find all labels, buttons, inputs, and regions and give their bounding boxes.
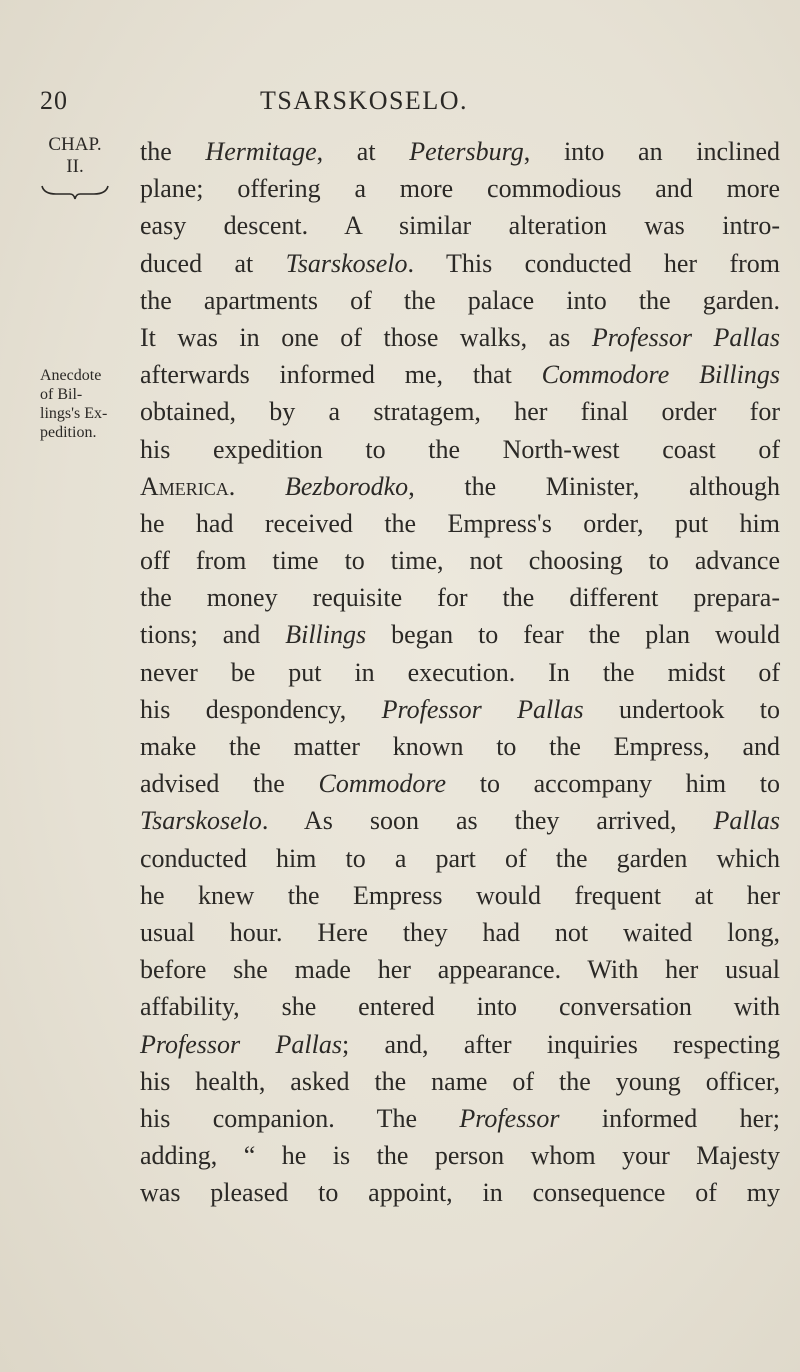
curly-brace-icon [40, 184, 110, 200]
text-line: conducted him to a part of the garden which [140, 843, 780, 873]
text-line: affability, she entered into conversation with [140, 992, 780, 1022]
sidenote-line: pedition. [40, 424, 97, 441]
sidenote-line: lings's Ex- [40, 405, 108, 422]
text-line: he knew the Empress would frequent at her [140, 880, 780, 910]
text-line: plane; offering a more commodious and more [140, 174, 780, 204]
chapter-marker [40, 134, 110, 200]
sidenote-line: Anecdote [40, 367, 102, 384]
text-line: advised the Commodore to accompany him to [140, 769, 780, 799]
text-line: America. Bezborodko, the Minister, although [140, 471, 780, 501]
text-line: the apartments of the palace into the garden. [140, 285, 780, 315]
marginal-sidenote [40, 366, 122, 442]
chapter-label: CHAP. [48, 134, 102, 155]
text-line: his expedition to the North-west coast of [140, 434, 780, 464]
text-line: the money requisite for the different prepara- [140, 583, 780, 613]
text-line: duced at Tsarskoselo. This conducted her from [140, 248, 781, 278]
body-text [140, 133, 780, 1211]
text-line: It was in one of those walks, as Professor Pallas [140, 322, 780, 352]
text-line: was pleased to appoint, in consequence of my [140, 1178, 780, 1208]
text-line: off from time to time, not choosing to advance [140, 546, 780, 576]
text-line: make the matter known to the Empress, and [140, 732, 780, 761]
chapter-number: II. [66, 156, 84, 177]
running-head: TSARSKOSELO. [260, 86, 468, 115]
text-line: obtained, by a stratagem, her final order for [140, 397, 780, 427]
text-line: he had received the Empress's order, put him [140, 508, 780, 538]
text-line: his health, asked the name of the young officer, [140, 1066, 780, 1096]
text-line: easy descent. A similar alteration was intro- [140, 211, 780, 241]
page-number: 20 [40, 86, 68, 115]
text-line: never be put in execution. In the midst of [140, 657, 780, 687]
text-line: the Hermitage, at Petersburg, into an inclined [140, 137, 780, 166]
sidenote-line: of Bil- [40, 386, 83, 403]
text-line: tions; and Billings began to fear the plan would [140, 620, 780, 650]
text-line: Professor Pallas; and, after inquiries respecting [140, 1029, 780, 1059]
text-line: his despondency, Professor Pallas undertook to [140, 694, 780, 724]
text-line: before she made her appearance. With her usual [140, 955, 780, 985]
text-line: usual hour. Here they had not waited long, [140, 917, 780, 947]
text-line: Tsarskoselo. As soon as they arrived, Pallas [140, 806, 780, 836]
text-line: adding, “ he is the person whom your Majesty [140, 1141, 780, 1171]
text-line: afterwards informed me, that Commodore Billings [140, 360, 780, 390]
text-line: his companion. The Professor informed her; [140, 1103, 780, 1133]
